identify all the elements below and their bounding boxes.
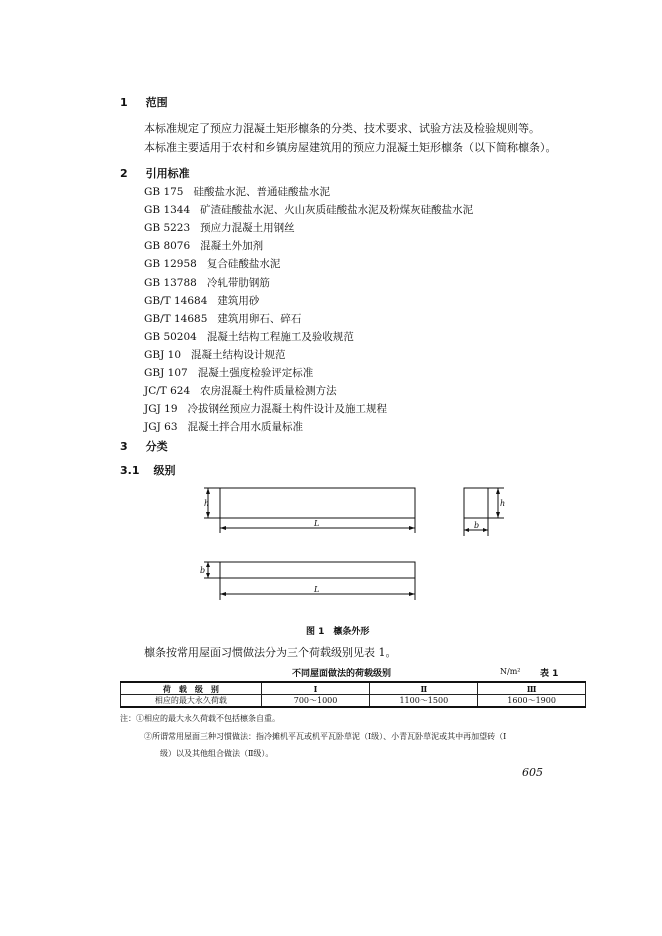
reference-code: GBJ 10	[144, 348, 182, 361]
reference-code: GB 5223	[144, 222, 191, 235]
reference-item	[144, 202, 473, 217]
reference-code: GB/T 14685	[144, 312, 208, 325]
reference-item	[144, 401, 387, 416]
reference-item	[144, 365, 313, 380]
reference-title: 矿渣硅酸盐水泥、火山灰质硅酸盐水泥及粉煤灰硅酸盐水泥	[200, 204, 474, 217]
reference-title: 预应力混凝土用钢丝	[200, 222, 295, 235]
front-view-h-label: h	[204, 499, 210, 508]
reference-title: 混凝土外加剂	[200, 240, 264, 253]
reference-item	[144, 238, 263, 253]
table-cell: 相应的最大永久荷载	[121, 695, 262, 708]
section-3-number: 3	[120, 440, 128, 453]
reference-item	[144, 347, 286, 362]
reference-code: JGJ 19	[144, 403, 178, 416]
reference-code: GB 13788	[144, 276, 197, 289]
reference-item	[144, 419, 303, 434]
subsection-3-1-heading	[120, 462, 176, 478]
load-class-table	[120, 681, 586, 708]
reference-item	[144, 293, 259, 308]
table-header-row	[121, 682, 586, 695]
reference-code: GB 12958	[144, 258, 197, 271]
table-header-cell: 荷 载 级 别	[121, 682, 262, 695]
reference-title: 混凝土拌合用水质量标准	[187, 421, 304, 434]
plan-view-b-label: b	[200, 566, 206, 575]
reference-item	[144, 383, 337, 398]
table-note-2: ②所谓常用屋面三种习惯做法：指冷摊机平瓦或机平瓦卧草泥（Ⅰ级）、小青瓦卧草泥或其中再加望砖（Ⅰ	[144, 732, 507, 741]
reference-item	[144, 220, 295, 235]
reference-item	[144, 184, 330, 199]
table-row	[121, 695, 586, 708]
load-classification-text: 檩条按常用屋面习惯做法分为三个荷载级别见表 1。	[144, 646, 397, 659]
section-2-heading	[120, 165, 190, 181]
table-cell: 700～1000	[261, 695, 370, 708]
reference-title: 建筑用砂	[217, 294, 260, 307]
table-1-unit: N/m²	[500, 667, 521, 676]
section-2-number: 2	[120, 167, 128, 180]
reference-title: 冷拔钢丝预应力混凝土构件设计及施工规程	[187, 403, 388, 416]
reference-code: GB 8076	[144, 240, 191, 253]
front-view-beam	[220, 488, 415, 518]
table-note-1	[120, 713, 280, 724]
plan-view-L-label: L	[314, 585, 320, 594]
cross-section-h-label: h	[500, 499, 506, 508]
reference-title: 硅酸盐水泥、普通硅酸盐水泥	[193, 186, 330, 198]
reference-code: GB 1344	[144, 204, 191, 217]
section-3-title: 分类	[145, 440, 168, 453]
table-header-cell: Ⅰ	[261, 682, 370, 695]
page-number: 605	[522, 766, 543, 779]
subsection-3-1-title: 级别	[153, 464, 176, 477]
table-header-cell: Ⅲ	[478, 682, 586, 695]
table-1-label: 表 1	[540, 669, 559, 679]
cross-section-view	[464, 488, 488, 518]
table-cell: 1100～1500	[370, 695, 478, 708]
section-1-title: 范围	[145, 96, 168, 109]
reference-code: GB/T 14684	[144, 294, 208, 307]
reference-title: 复合硅酸盐水泥	[206, 258, 281, 271]
table-header-cell: Ⅱ	[370, 682, 478, 695]
front-view-L-label: L	[314, 519, 320, 528]
reference-code: GB 175	[144, 186, 184, 198]
reference-title: 混凝土结构工程施工及验收规范	[206, 330, 354, 343]
reference-title: 冷轧带肋钢筋	[206, 276, 270, 289]
reference-title: 建筑用卵石、碎石	[217, 312, 302, 325]
reference-code: JC/T 624	[144, 385, 191, 398]
plan-view-beam	[220, 562, 415, 578]
section-1-number: 1	[120, 96, 128, 109]
table-note-1-text: ①相应的最大永久荷载不包括檩条自重。	[136, 714, 280, 723]
table-cell: 1600～1900	[478, 695, 586, 708]
table-1-title: 不同屋面做法的荷载级别	[292, 669, 392, 679]
cross-section-b-label: b	[474, 521, 480, 530]
figure-1-caption: 图 1 檩条外形	[306, 627, 370, 637]
section-1-paragraph-2: 本标准主要适用于农村和乡镇房屋建筑用的预应力混凝土矩形檩条（以下简称檩条）。	[144, 141, 557, 154]
section-1-paragraph-1: 本标准规定了预应力混凝土矩形檩条的分类、技术要求、试验方法及检验规则等。	[144, 122, 540, 135]
subsection-3-1-number: 3.1	[120, 464, 140, 477]
reference-item	[144, 256, 280, 271]
section-3-heading	[120, 438, 168, 454]
figure-1-drawing	[190, 478, 530, 618]
reference-title: 混凝土结构设计规范	[191, 348, 286, 361]
reference-item	[144, 311, 301, 326]
table-note-2-continued: 级）以及其他组合做法（Ⅱ级）。	[160, 749, 274, 758]
reference-item	[144, 275, 270, 290]
section-2-title: 引用标准	[145, 167, 190, 180]
reference-code: GBJ 107	[144, 367, 188, 379]
reference-title: 农房混凝土构件质量检测方法	[200, 385, 337, 398]
reference-code: JGJ 63	[144, 421, 178, 434]
table-note-prefix: 注：	[120, 714, 136, 723]
section-1-heading	[120, 94, 168, 110]
reference-title: 混凝土强度检验评定标准	[197, 367, 314, 379]
reference-code: GB 50204	[144, 330, 197, 343]
reference-item	[144, 329, 354, 344]
